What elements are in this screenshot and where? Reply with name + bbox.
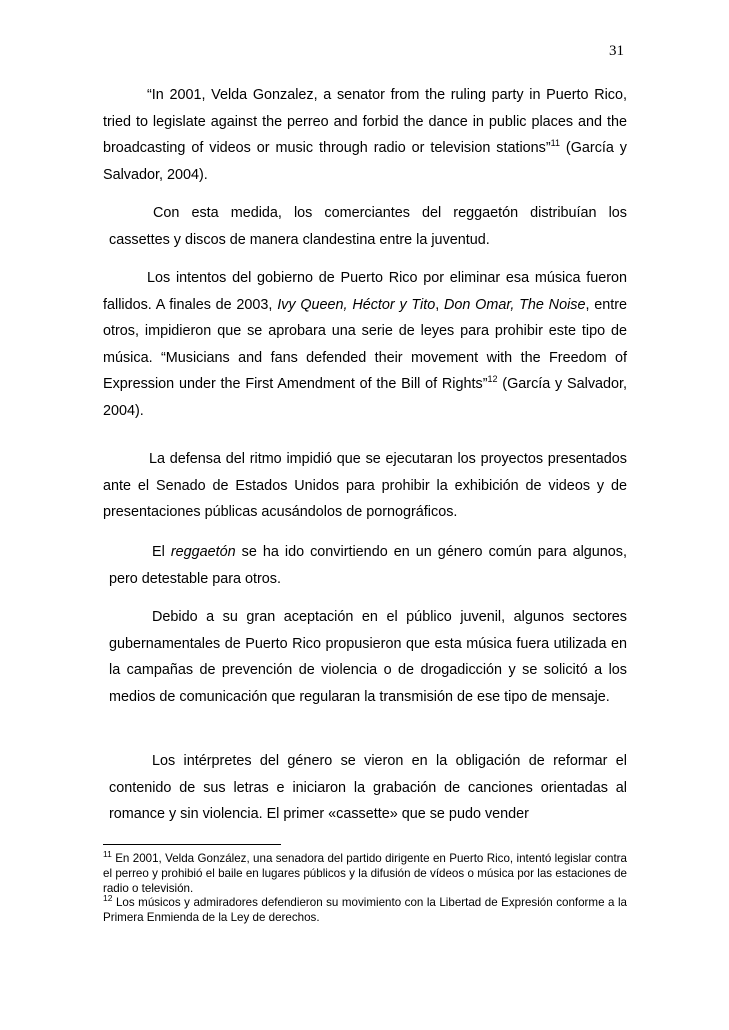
footnote-number: 11 (103, 849, 112, 859)
artist-name: The Noise (519, 296, 586, 313)
reggaeton-term: reggaetón (170, 544, 236, 560)
footnote-separator (103, 844, 281, 845)
paragraph-quote-velda-gonzalez (103, 82, 627, 188)
footnote-number: 12 (103, 893, 113, 903)
footnote-text: Los músicos y admiradores defendieron su movimiento con la Libertad de Expresión conforme a la Primera Enmienda de la Ley de derechos. (103, 896, 627, 924)
paragraph-rhythm-defense: La defensa del ritmo impidió que se ejecutaran los proyectos presentados ante el Senado de Estados Unidos para prohibir la exhibición de videos y de presentaciones públicas acusándolos de pornográficos. (103, 451, 627, 520)
footnote-12 (103, 895, 627, 925)
citation: (García y Salvador, 2004). (103, 376, 628, 419)
paragraph-text: , entre otros, impidieron que se aprobara una serie de leyes para prohibir este tipo de música. “Musicians and fans defended their movement with the Freedom of Expression under the First Amendment of the Bill of Rights” (103, 296, 628, 392)
paragraph-text: se ha ido convirtiendo en un género común para algunos, pero detestable para otros. (109, 544, 627, 587)
footnote-text: En 2001, Velda González, una senadora del partido dirigente en Puerto Rico, intentó legislar contra el perreo y prohibió el baile en lugares públicos y la difusión de vídeos o música por las estaciones de radio o televisión. (103, 852, 627, 895)
artist-name: Ivy Queen, (277, 296, 348, 313)
paragraph-text: El (152, 544, 171, 560)
artist-name: Héctor y Tito (352, 296, 436, 313)
footnote-11 (103, 851, 627, 896)
paragraph-performers-reform: Los intérpretes del género se vieron en la obligación de reformar el contenido de sus letras e iniciaron la grabación de canciones orientadas al romance y sin violencia. El primer «cassette» que se pudo vender (109, 753, 627, 822)
paragraph-government-attempts: Los intentos del gobierno de Puerto Rico por eliminar esa música fueron fallidos. A finales de 2003, Ivy Queen, Héctor y Tito, Don Omar, The Noise, entre otros, impidieron que se aprobara una serie de leyes para prohibir este tipo de música. “Musicians and fans defended their movement with the Freedom of Expression under the First Amendment of the Bill of Rights”$^{12}$ (García y Salvador, 2004). (103, 270, 628, 419)
citation: (García y Salvador, 2004). (103, 140, 627, 183)
paragraph-text: Los intentos del gobierno de Puerto Rico por eliminar esa música fueron fallidos. A finales de 2003, (103, 270, 627, 313)
paragraph-youth-acceptance: Debido a su gran aceptación en el público juvenil, algunos sectores gubernamentales de Puerto Rico propusieron que esta música fuera utilizada en la campañas de prevención de violencia o de drogadicción y se solicitó a los medios de comunicación que regularan la transmisión de ese tipo de mensaje. (109, 609, 627, 705)
page-number: 31 (609, 43, 624, 59)
paragraph-common-genre (109, 539, 627, 592)
footnote-ref-12: 12 (487, 374, 498, 384)
footnote-ref-11: 11 (550, 138, 560, 148)
paragraph-clandestine-distribution: Con esta medida, los comerciantes del reggaetón distribuían los cassettes y discos de manera clandestina entre la juventud. (109, 205, 627, 248)
quote-text: “In 2001, Velda Gonzalez, a senator from the ruling party in Puerto Rico, tried to legislate against the perreo and forbid the dance in public places and the broadcasting of videos or music through radio or television stations” (103, 87, 627, 156)
artist-name: Don Omar, (444, 296, 515, 313)
